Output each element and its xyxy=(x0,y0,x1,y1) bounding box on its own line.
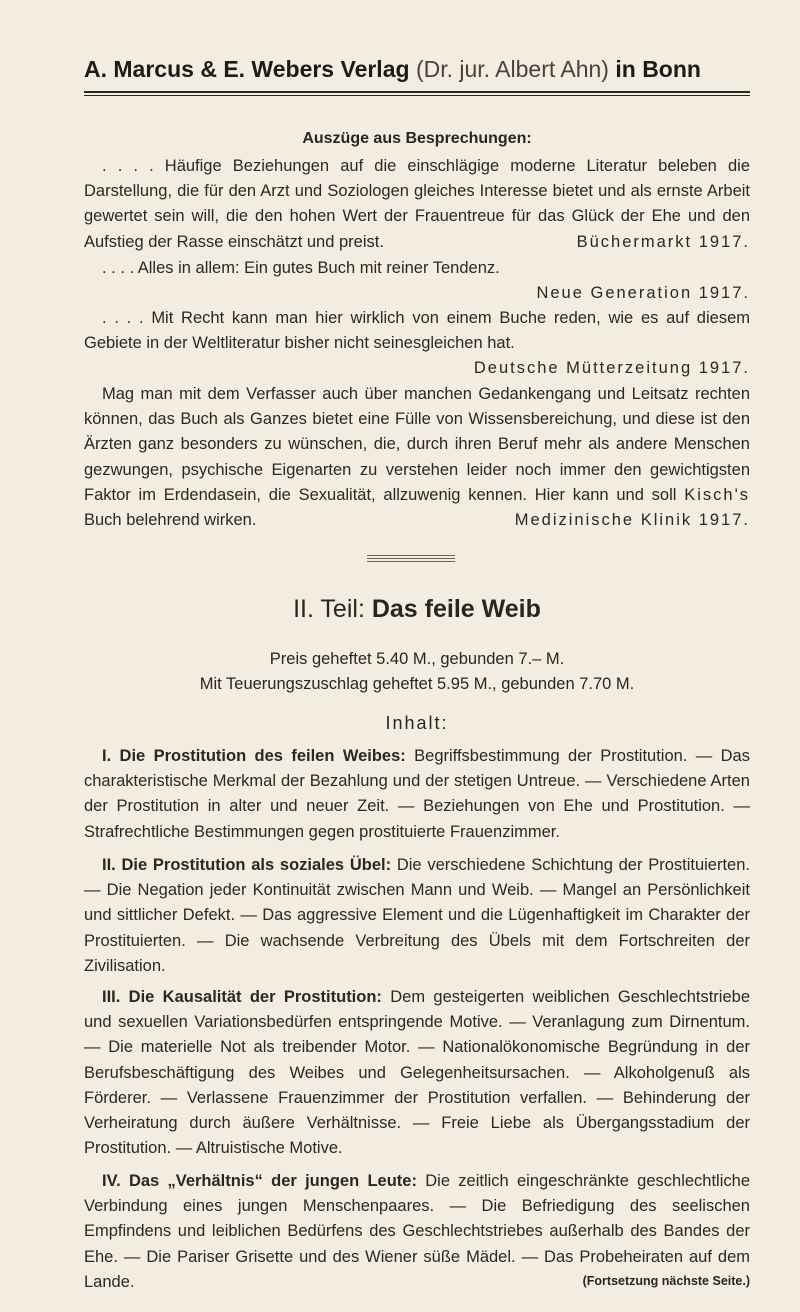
contents-section-1 xyxy=(84,744,750,845)
review-text: . . . . Alles in allem: Ein gutes Buch mit reiner Tendenz. xyxy=(102,259,500,277)
header-double-rule xyxy=(84,91,750,96)
review-item-1 xyxy=(84,154,750,255)
continuation-note: (Fortsetzung nächste Seite.) xyxy=(582,1274,750,1288)
section-body: Dem gesteigerten weiblichen Geschlechtstriebe und sexuellen Variationsbedürfen entspringende Motive. — Veranlagung zum Dirnentum. — Die materielle Not als treibender Motor. — Nationalökonomische Begründung in der Berufsbeschäftigung des Weibes und Gelegenheitsursachen. — Alkoholgenuß als Förderer. — Verlassene Frauenzimmer der Prostitution verfallen. — Behinderung der Verheiratung durch äußere Verhältnisse. — Freie Liebe als Übergangsstadium der Prostitution. — Altruistische Motive. xyxy=(84,988,750,1158)
publisher-header xyxy=(84,56,750,83)
review-source: Neue Generation 1917. xyxy=(536,284,750,303)
review-item-3 xyxy=(84,306,750,382)
contents-section-3 xyxy=(84,985,750,1161)
section-title: I. Die Prostitution des feilen Weibes: xyxy=(102,747,406,765)
section-body: Die verschiedene Schichtung der Prostituierten. — Die Negation jeder Kontinuität zwischen Mann und Weib. — Mangel an Persönlichkeit und sittlicher Defekt. — Das aggressive Element und die Lügenhaftigkeit im Charakter der Prostituierten. — Die wachsende Verbreitung des Übels mit dem Fortschreiten der Zivilisation. xyxy=(84,856,750,975)
review-item-4 xyxy=(84,382,750,533)
section-title: III. Die Kausalität der Prostitution: xyxy=(102,988,382,1006)
publisher-name: A. Marcus & E. Webers Verlag xyxy=(84,56,410,82)
section-title: IV. Das „Verhältnis“ der jungen Leute: xyxy=(102,1172,417,1190)
section-body: Begriffsbestimmung der Prostitution. — Das charakteristische Merkmal der Bezahlung und der stetigen Untreue. — Verschiedene Arten der Prostitution in alter und neuer Zeit. — Beziehungen von Ehe und Prostitution. — Strafrechtliche Bestimmungen gegen prostituierte Frauenzimmer. xyxy=(84,747,750,841)
section-divider xyxy=(367,555,455,564)
contents-heading: Inhalt: xyxy=(385,713,449,733)
publisher-location: in Bonn xyxy=(615,56,701,82)
part-number: II. Teil: xyxy=(293,595,365,623)
review-text: Mag man mit dem Verfasser auch über manchen Gedankengang und Leitsatz rechten können, das Buch als Ganzes bietet eine Fülle von Wissensbereichung, und diese ist den Ärzten ganz besonders zu wünschen, die, durch ihren Beruf mehr als andere Menschen gezwungen, psychische Eigenarten zu verstehen leider noch immer den gewichtigsten Faktor im Erdendasein, die Sexualität, allzuwenig kennen. Hier kann und soll xyxy=(84,385,750,504)
section-body: Die zeitlich eingeschränkte geschlechtliche Verbindung eines jungen Menschenpaares. — Die Befriedigung des seelischen Empfindens und leiblichen Bedürfens des Geschlechtstriebes außerhalb des Bandes der Ehe. — Die Pariser Grisette und des Wiener süße Mädel. — Das Probeheiraten auf dem Lande. xyxy=(84,1172,750,1291)
price-line-1: Preis geheftet 5.40 M., gebunden 7.– M. xyxy=(269,650,565,668)
part-title xyxy=(84,595,750,624)
review-item-2 xyxy=(84,256,750,306)
review-text: . . . . Mit Recht kann man hier wirklich von einem Buche reden, wie es auf diesem Gebiete in der Weltliteratur bisher nicht seinesgleichen hat. xyxy=(84,309,750,353)
contents-section-2 xyxy=(84,853,750,979)
review-source: Büchermarkt 1917. xyxy=(576,232,750,251)
review-author: Kisch's xyxy=(684,485,750,504)
reviews-heading: Auszüge aus Besprechungen: xyxy=(302,130,532,147)
publisher-owner: (Dr. jur. Albert Ahn) xyxy=(415,56,609,82)
section-title: II. Die Prostitution als soziales Übel: xyxy=(102,856,392,874)
review-text-end: Buch belehrend wirken. xyxy=(84,511,257,530)
review-text: . . . . Häufige Beziehungen auf die einschlägige moderne Literatur beleben die Darstellung, die für den Arzt und Soziologen gleiches Interesse bietet und als ernste Arbeit gewertet sein will, die den hohen Wert der Frauentreue für das Glück der Ehe und den Aufstieg der Rasse einschätzt und preist. xyxy=(84,157,750,251)
part-name: Das feile Weib xyxy=(371,595,541,623)
price-line-2: Mit Teuerungszuschlag geheftet 5.95 M., gebunden 7.70 M. xyxy=(199,675,635,693)
review-source: Deutsche Mütterzeitung 1917. xyxy=(473,359,750,378)
review-source: Medizinische Klinik 1917. xyxy=(514,511,750,530)
